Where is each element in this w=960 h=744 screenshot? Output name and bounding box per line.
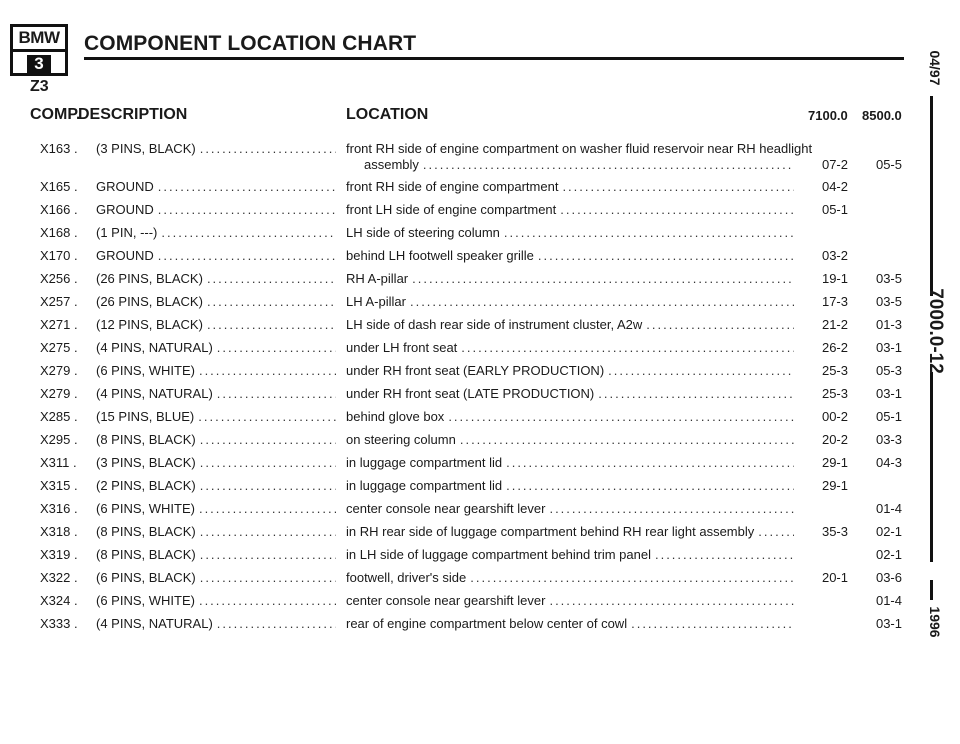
component-id: X165 . xyxy=(40,179,78,194)
ref-8500: 03-5 xyxy=(875,294,902,309)
component-description: GROUND ..... xyxy=(96,201,336,219)
ref-8500: 05-3 xyxy=(875,363,902,378)
header-description: DESCRIPTION xyxy=(78,106,188,123)
ref-8500: 02-1 xyxy=(875,547,902,562)
ref-8500: 03-5 xyxy=(875,271,902,286)
component-location: center console near gearshift lever ..... xyxy=(346,592,794,610)
component-location: front RH side of engine compartment ..... xyxy=(346,178,794,196)
side-date: 04/97 xyxy=(927,50,943,86)
ref-8500: 03-1 xyxy=(875,340,902,355)
component-description: (1 PIN, ---) ..... xyxy=(96,224,336,242)
component-description: (2 PINS, BLACK) ..... xyxy=(96,477,336,495)
ref-8500: 05-1 xyxy=(875,409,902,424)
component-location: front RH side of engine compartment on washer fluid reservoir near RH headlight xyxy=(346,141,813,156)
table-row xyxy=(0,270,930,292)
table-row xyxy=(0,569,930,591)
ref-7100: 26-2 xyxy=(821,340,848,355)
page-title: COMPONENT LOCATION CHART xyxy=(84,32,417,55)
ref-8500: 03-1 xyxy=(875,386,902,401)
component-description: (3 PINS, BLACK) ..... xyxy=(96,454,336,472)
component-description: (15 PINS, BLUE) ..... xyxy=(96,408,336,426)
component-id: X271 . xyxy=(40,317,78,332)
model-label: Z3 xyxy=(30,78,49,95)
component-location: behind LH footwell speaker grille ..... xyxy=(346,247,794,265)
ref-7100: 17-3 xyxy=(821,294,848,309)
component-id: X333 . xyxy=(40,616,78,631)
component-id: X318 . xyxy=(40,524,78,539)
table-row xyxy=(0,339,930,361)
ref-8500: 02-1 xyxy=(875,524,902,539)
ref-7100: 35-3 xyxy=(821,524,848,539)
table-row xyxy=(0,362,930,384)
component-description: (6 PINS, WHITE) ..... xyxy=(96,500,336,518)
component-id: X285 . xyxy=(40,409,78,424)
component-id: X170 . xyxy=(40,248,78,263)
component-id: X322 . xyxy=(40,570,78,585)
component-id: X319 . xyxy=(40,547,78,562)
component-description: (4 PINS, NATURAL) ..... xyxy=(96,615,336,633)
ref-7100: 07-2 xyxy=(821,157,848,172)
ref-7100: 25-3 xyxy=(821,363,848,378)
side-page-number: 7000.0-12 xyxy=(925,288,946,374)
ref-7100: 03-2 xyxy=(821,248,848,263)
component-location: RH A-pillar ..... xyxy=(346,270,794,288)
table-row xyxy=(0,500,930,522)
ref-8500: 03-1 xyxy=(875,616,902,631)
ref-7100: 20-2 xyxy=(821,432,848,447)
table-row xyxy=(0,224,930,246)
component-id: X279 . xyxy=(40,363,78,378)
ref-8500: 01-4 xyxy=(875,501,902,516)
ref-7100: 04-2 xyxy=(821,179,848,194)
table-row xyxy=(0,316,930,338)
component-location: behind glove box ..... xyxy=(346,408,794,426)
bmw-logo xyxy=(10,24,68,76)
side-year: 1996 xyxy=(927,606,943,638)
component-location: in luggage compartment lid ..... xyxy=(346,454,794,472)
component-description: (8 PINS, BLACK) ..... xyxy=(96,546,336,564)
ref-7100: 00-2 xyxy=(821,409,848,424)
component-location: in LH side of luggage compartment behind trim panel ..... xyxy=(346,546,794,564)
ref-7100: 21-2 xyxy=(821,317,848,332)
ref-8500: 01-4 xyxy=(875,593,902,608)
component-id: X256 . xyxy=(40,271,78,286)
component-id: X295 . xyxy=(40,432,78,447)
ref-8500: 04-3 xyxy=(875,455,902,470)
component-location: rear of engine compartment below center of cowl ..... xyxy=(346,615,794,633)
component-description: (8 PINS, BLACK) ..... xyxy=(96,431,336,449)
component-description: (6 PINS, BLACK) ..... xyxy=(96,569,336,587)
component-description: GROUND ..... xyxy=(96,178,336,196)
component-id: X311 . xyxy=(40,455,77,470)
component-id: X275 . xyxy=(40,340,78,355)
side-rule-top xyxy=(930,96,933,296)
component-location: LH side of steering column ..... xyxy=(346,224,794,242)
ref-8500: 03-3 xyxy=(875,432,902,447)
component-location: footwell, driver's side ..... xyxy=(346,569,794,587)
ref-8500: 01-3 xyxy=(875,317,902,332)
component-id: X163 . xyxy=(40,141,78,156)
component-location: on steering column ..... xyxy=(346,431,794,449)
component-description: (6 PINS, WHITE) ..... xyxy=(96,592,336,610)
table-row xyxy=(0,385,930,407)
component-description: (3 PINS, BLACK) ..... xyxy=(96,140,336,158)
ref-8500: 03-6 xyxy=(875,570,902,585)
component-location: LH A-pillar ..... xyxy=(346,293,794,311)
table-row xyxy=(0,140,930,172)
component-description: (8 PINS, BLACK) ..... xyxy=(96,523,336,541)
table-row xyxy=(0,546,930,568)
component-description: GROUND ..... xyxy=(96,247,336,265)
component-id: X166 . xyxy=(40,202,78,217)
component-description: (26 PINS, BLACK) ..... xyxy=(96,270,336,288)
header-comp: COMP. xyxy=(30,106,81,123)
table-row xyxy=(0,293,930,315)
component-location: in luggage compartment lid ..... xyxy=(346,477,794,495)
table-row xyxy=(0,201,930,223)
ref-7100: 25-3 xyxy=(821,386,848,401)
component-id: X168 . xyxy=(40,225,78,240)
ref-8500: 05-5 xyxy=(875,157,902,172)
component-id: X324 . xyxy=(40,593,78,608)
component-location: under LH front seat ..... xyxy=(346,339,794,357)
title-rule xyxy=(84,57,904,60)
header-location: LOCATION xyxy=(346,106,429,123)
header-8500: 8500.0 xyxy=(862,108,902,123)
table-row xyxy=(0,477,930,499)
component-location: under RH front seat (EARLY PRODUCTION) ..... xyxy=(346,362,794,380)
component-location: center console near gearshift lever ..... xyxy=(346,500,794,518)
component-description: (12 PINS, BLACK) ..... xyxy=(96,316,336,334)
ref-7100: 19-1 xyxy=(821,271,848,286)
logo-series: 3 xyxy=(27,55,51,73)
component-id: X316 . xyxy=(40,501,78,516)
table-row xyxy=(0,523,930,545)
table-row xyxy=(0,454,930,476)
header-7100: 7100.0 xyxy=(808,108,848,123)
ref-7100: 29-1 xyxy=(821,478,848,493)
component-id: X257 . xyxy=(40,294,78,309)
component-id: X315 . xyxy=(40,478,78,493)
component-location-continued: assembly ..... xyxy=(364,156,794,174)
component-description: (4 PINS, NATURAL) ..... xyxy=(96,339,336,357)
component-location: under RH front seat (LATE PRODUCTION) ..... xyxy=(346,385,794,403)
side-rule-middle xyxy=(930,372,933,562)
table-row xyxy=(0,247,930,269)
table-row xyxy=(0,615,930,637)
component-location: LH side of dash rear side of instrument cluster, A2w ..... xyxy=(346,316,794,334)
component-location: front LH side of engine compartment ..... xyxy=(346,201,794,219)
component-location: in RH rear side of luggage compartment behind RH rear light assembly ..... xyxy=(346,523,794,541)
ref-7100: 29-1 xyxy=(821,455,848,470)
ref-7100: 05-1 xyxy=(821,202,848,217)
table-row xyxy=(0,592,930,614)
table-row xyxy=(0,408,930,430)
ref-7100: 20-1 xyxy=(821,570,848,585)
component-description: (26 PINS, BLACK) ..... xyxy=(96,293,336,311)
logo-brand: BMW xyxy=(13,27,65,52)
component-id: X279 . xyxy=(40,386,78,401)
component-description: (6 PINS, WHITE) ..... xyxy=(96,362,336,380)
table-row xyxy=(0,178,930,200)
table-row xyxy=(0,431,930,453)
component-description: (4 PINS, NATURAL) ..... xyxy=(96,385,336,403)
